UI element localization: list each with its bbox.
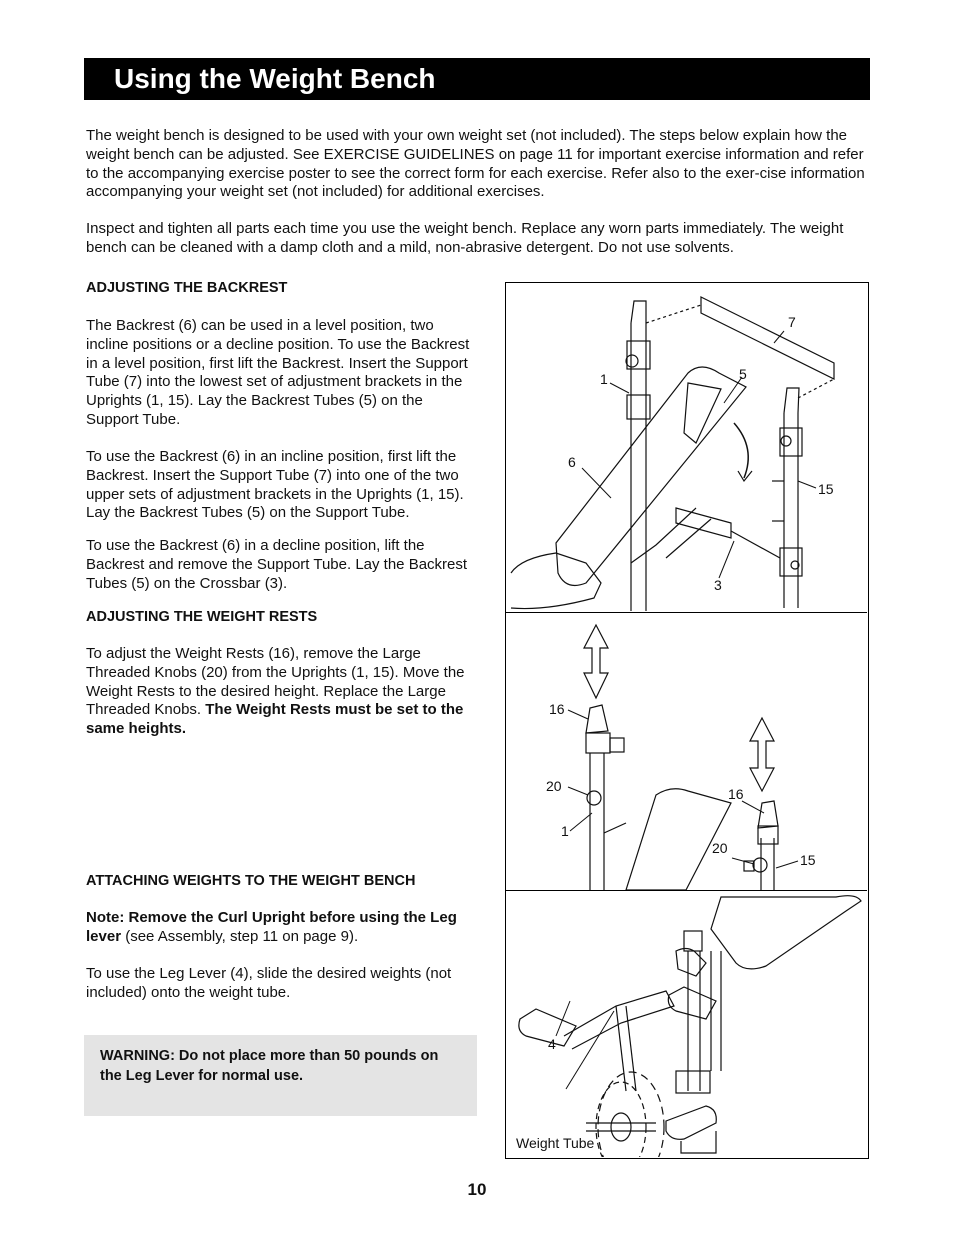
weight-rests-label-1: 1: [561, 823, 569, 839]
backrest-paragraph-3: To use the Backrest (6) in a decline position, lift the Backrest and remove the Support Tube. Lay the Backrest Tubes (5) on the Crossbar (3).: [86, 537, 468, 592]
warning-box: [84, 1035, 477, 1116]
weight-rests-paragraph: [86, 645, 478, 739]
weight-rests-label-16a: 16: [549, 701, 565, 717]
warning-text: WARNING: Do not place more than 50 pounds on the Leg Lever for normal use.: [100, 1048, 439, 1084]
weight-rests-label-20a: 20: [546, 778, 562, 794]
attaching-note-text: (see Assembly, step 11 on page 9).: [121, 927, 359, 945]
weight-rests-drawing: [584, 625, 778, 890]
backrest-label-1: 1: [600, 371, 608, 387]
backrest-label-5: 5: [739, 366, 747, 382]
backrest-paragraph-1: The Backrest (6) can be used in a level position, two incline positions or a decline position. To use the Backrest in a level position, first lift the Backrest. Insert the Support Tube (7) into the lowest set of adjustment brackets in the Uprights (1, 15). Lay the Backrest Tubes (5) on the Support Tube.: [86, 317, 470, 428]
leg-lever-figure: [506, 891, 867, 1157]
page-title: Using the Weight Bench: [114, 63, 436, 94]
backrest-leaders: [582, 331, 816, 578]
leg-lever-label-weight-tube: Weight Tube: [516, 1135, 595, 1151]
leg-lever-illustration: [506, 891, 867, 1157]
backrest-label-7: 7: [788, 314, 796, 330]
attaching-paragraph: To use the Leg Lever (4), slide the desired weights (not included) onto the weight tube.: [86, 965, 452, 1001]
weight-rests-label-20b: 20: [712, 840, 728, 856]
figure-frame: [505, 282, 869, 1159]
backrest-illustration: [506, 283, 867, 612]
attaching-note-bold: Note: Remove the Curl Upright before using the Leg lever: [86, 909, 457, 945]
weight-rests-emphasis: The Weight Rests must be set to the same heights.: [86, 701, 464, 738]
leg-lever-drawing: [519, 896, 861, 1157]
backrest-figure: [506, 283, 867, 612]
backrest-label-6: 6: [568, 454, 576, 470]
weight-rests-figure: [506, 613, 867, 890]
weight-rests-illustration: [506, 613, 867, 890]
leg-lever-label-4: 4: [548, 1036, 556, 1052]
weight-rests-label-16b: 16: [728, 786, 744, 802]
weight-rests-text: To adjust the Weight Rests (16), remove the Large Threaded Knobs (20) from the Uprights (1, 15). Move the Weight Rests to the desired height. Replace the Large Threaded Knobs.: [86, 645, 465, 719]
page-number: 10: [467, 1180, 487, 1199]
backrest-label-3: 3: [714, 577, 722, 593]
intro-paragraph-1: The weight bench is designed to be used with your own weight set (not included). The steps below explain how the weight bench can be adjusted. See EXERCISE GUIDELINES on page 11 for important exercise information and refer to the accompanying exercise poster to see the correct form for each exercise. Refer also to the exer-cise information accompanying your weight set (not included) for additional exercises.: [86, 127, 865, 201]
title-bar: [84, 58, 870, 100]
weight-rests-heading: ADJUSTING THE WEIGHT RESTS: [86, 609, 318, 625]
attaching-heading: ATTACHING WEIGHTS TO THE WEIGHT BENCH: [86, 873, 416, 889]
attaching-note: [86, 909, 478, 947]
backrest-label-15: 15: [818, 481, 834, 497]
backrest-drawing: [511, 297, 834, 611]
backrest-paragraph-2: To use the Backrest (6) in an incline position, first lift the Backrest. Insert the Support Tube (7) into one of the two upper sets of adjustment brackets in the Uprights (1, 15). Lay the Backrest Tubes (5) on the Support Tube.: [86, 448, 464, 522]
weight-rests-label-15: 15: [800, 852, 816, 868]
backrest-heading: ADJUSTING THE BACKREST: [86, 280, 288, 296]
intro-paragraph-2: Inspect and tighten all parts each time you use the weight bench. Replace any worn parts immediately. The weight bench can be cleaned with a damp cloth and a mild, non-abrasive detergent. Do not use solvents.: [86, 220, 844, 256]
